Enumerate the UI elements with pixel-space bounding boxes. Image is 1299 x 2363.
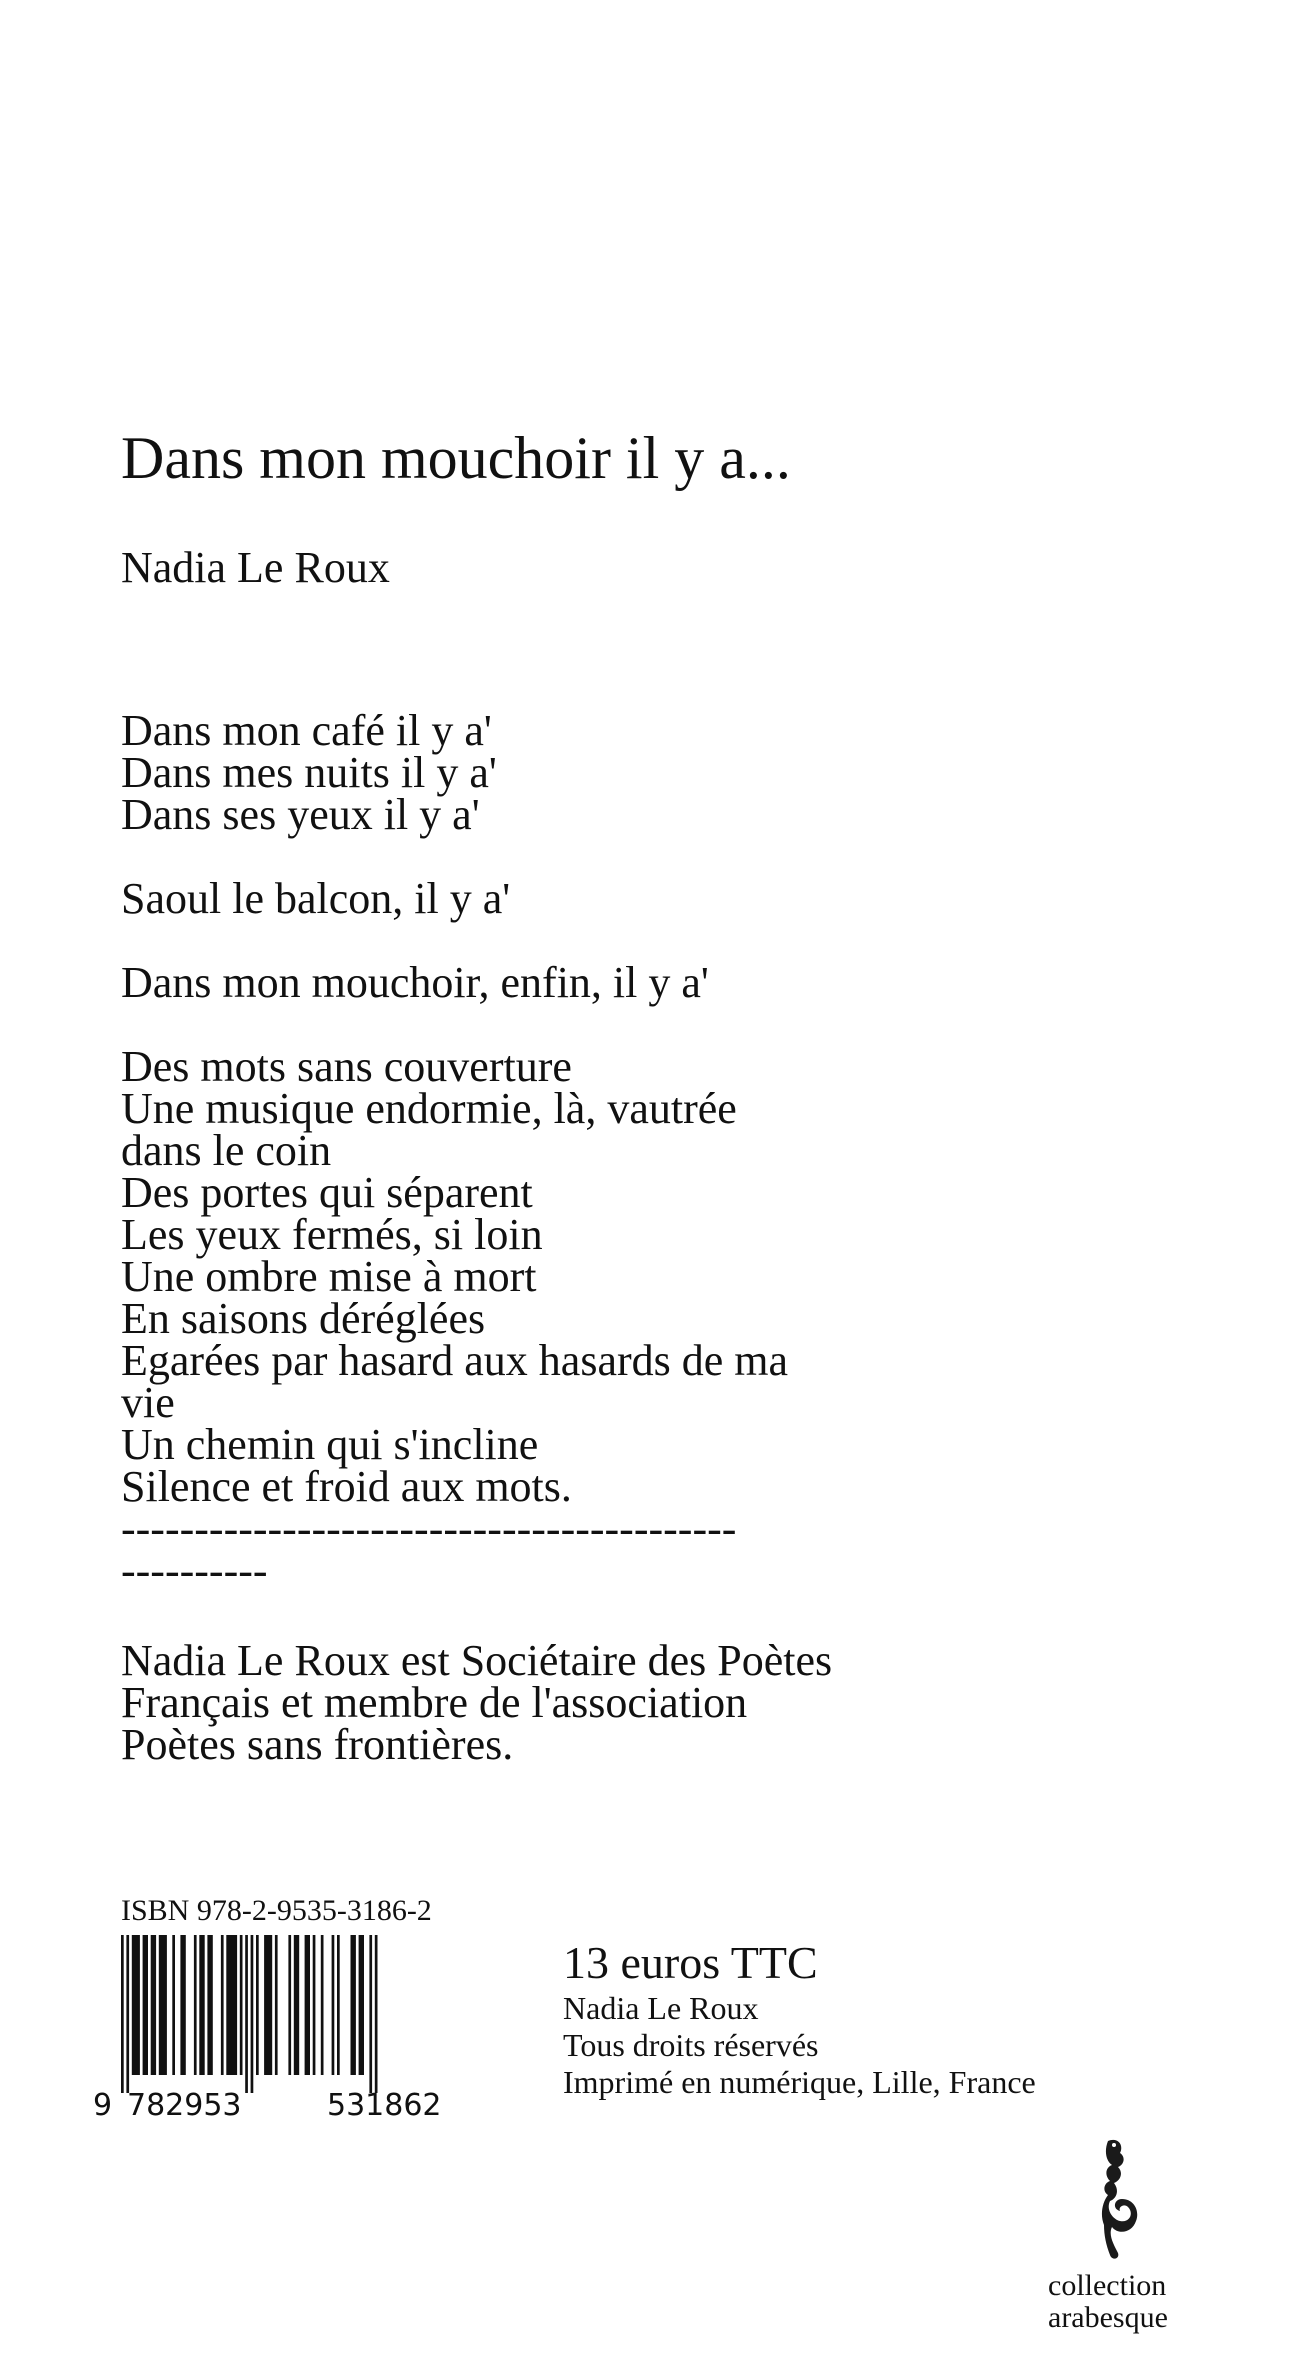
barcode-bar [359,1935,364,2075]
barcode-bars [121,1935,378,2093]
barcode-bar [288,1935,291,2075]
bio-line: Français et membre de l'association [121,1678,748,1727]
barcode-bar [332,1935,335,2075]
imprint-printing: Imprimé en numérique, Lille, France [563,2064,1036,2100]
barcode-bar [369,1935,372,2093]
poem-line: Dans mon mouchoir, enfin, il y a' [121,958,709,1007]
author-name: Nadia Le Roux [121,543,390,592]
collection-word: collection [1048,2269,1167,2302]
poem-line: dans le coin [121,1126,332,1175]
poem-stanza-1 [121,706,1021,839]
poem [121,706,1021,1595]
imprint-info [563,1990,1036,2101]
imprint-rights: Tous droits réservés [563,2027,819,2063]
barcode-digits-left: 782953 [127,2088,242,2123]
poem-line: Saoul le balcon, il y a' [121,874,511,923]
barcode-bar [221,1935,224,2075]
price: 13 euros TTC [563,1937,818,1988]
poem-line: Dans ses yeux il y a' [121,790,480,839]
barcode-bar [305,1935,310,2075]
barcode-digit-first: 9 [93,2088,113,2123]
poem-stanza-4 [121,1042,1021,1595]
barcode-bar [245,1935,248,2093]
barcode-bar [226,1935,237,2075]
barcode-bar [121,1935,124,2093]
barcode-bar [143,1935,148,2075]
poem-line: Silence et froid aux mots. [121,1462,572,1511]
barcode-bar [159,1935,167,2075]
barcode-bar [151,1935,156,2075]
barcode-bar [256,1935,259,2075]
barcode-digits-right: 531862 [327,2088,442,2123]
book-title: Dans mon mouchoir il y a... [121,425,791,491]
poem-line: Un chemin qui s'incline [121,1420,539,1469]
separator-line: ------------------------------------------ [121,1504,737,1553]
barcode-bar [172,1935,175,2075]
barcode-bar [132,1935,140,2075]
poem-stanza-3 [121,958,1021,1007]
poem-line: Les yeux fermés, si loin [121,1210,543,1259]
collection-label [1048,2270,1168,2334]
barcode-bar [337,1935,340,2075]
barcode-bar [294,1935,299,2075]
seahorse-ornament-icon [1074,2135,1154,2265]
poem-line: Dans mes nuits il y a' [121,748,497,797]
poem-line: En saisons déréglées [121,1294,486,1343]
barcode-bar [313,1935,316,2075]
barcode-bar [264,1935,272,2075]
barcode-bar [194,1935,197,2075]
barcode-bar [251,1935,254,2093]
separator-line: ---------- [121,1546,268,1595]
barcode-bar [375,1935,378,2093]
poem-line: Des portes qui séparent [121,1168,533,1217]
collection-name: arabesque [1048,2301,1168,2334]
barcode-bar [126,1935,129,2093]
poem-line: Dans mon café il y a' [121,706,492,755]
barcode-bar [240,1935,243,2075]
barcode-bar [199,1935,204,2075]
barcode-bar [321,1935,324,2075]
poem-line: Une ombre mise à mort [121,1252,537,1301]
barcode [85,1935,505,2125]
barcode-bar [351,1935,356,2075]
barcode-bar [275,1935,278,2075]
poem-line: Des mots sans couverture [121,1042,572,1091]
poem-stanza-2 [121,874,1021,923]
bio-line: Poètes sans frontières. [121,1720,514,1769]
poem-line: Egarées par hasard aux hasards de ma [121,1336,789,1385]
imprint-author: Nadia Le Roux [563,1990,759,2026]
poem-line: vie [121,1378,175,1427]
isbn-label: ISBN 978-2-9535-3186-2 [121,1894,432,1927]
barcode-bar [207,1935,212,2075]
poem-line: Une musique endormie, là, vautrée [121,1084,737,1133]
author-bio [121,1636,1021,1769]
barcode-bar [180,1935,185,2075]
bio-line: Nadia Le Roux est Sociétaire des Poètes [121,1636,833,1685]
